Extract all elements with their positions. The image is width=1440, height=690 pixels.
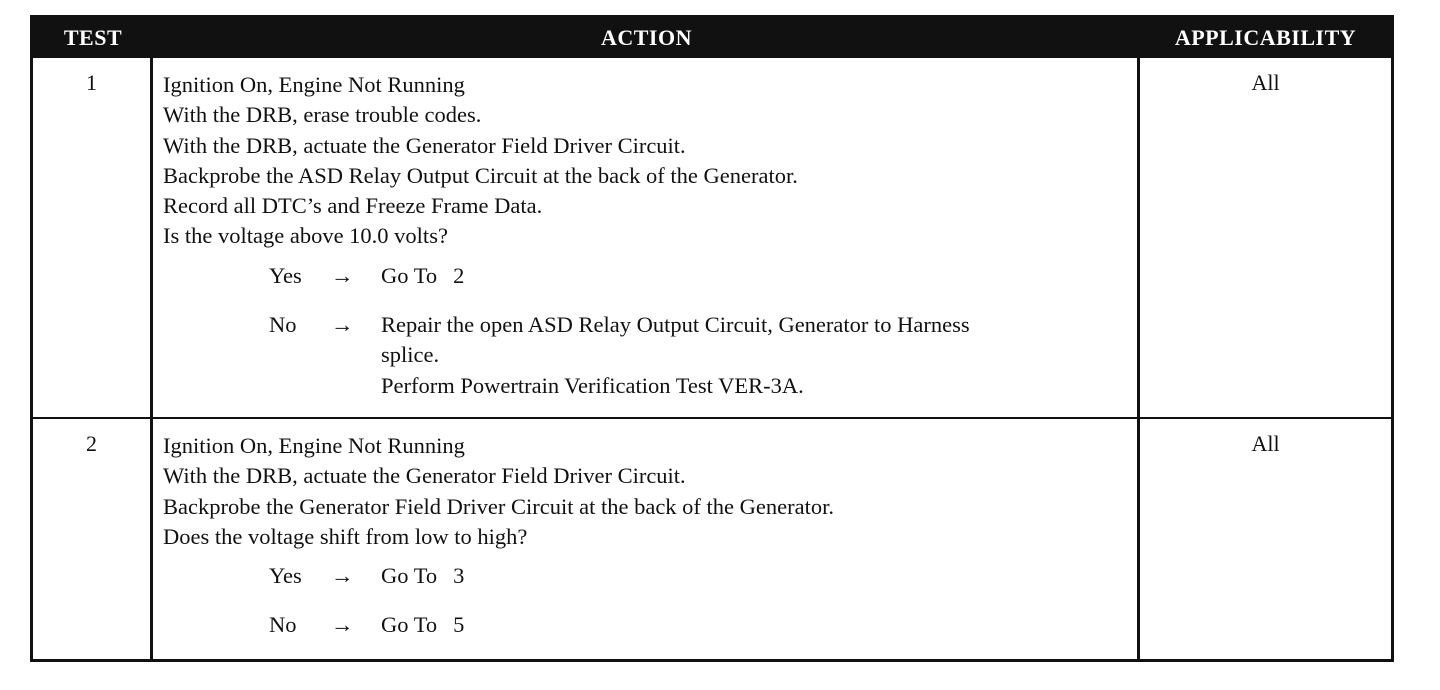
arrow-right-icon: → — [331, 312, 354, 338]
action-step: Ignition On, Engine Not Running — [163, 433, 465, 458]
no-result — [381, 610, 1137, 640]
header-applicability: APPLICABILITY — [1174, 25, 1357, 50]
action-step: With the DRB, erase trouble codes. — [163, 102, 482, 128]
action-step: With the DRB, actuate the Generator Field Driver Circuit. — [163, 132, 686, 158]
action-cell — [153, 419, 1140, 659]
test-number: 1 — [33, 58, 153, 417]
goto-target: 5 — [453, 612, 465, 638]
arrow-right-icon: → — [331, 612, 354, 638]
no-label: No — [269, 312, 297, 338]
diagnostic-test-table — [30, 15, 1394, 662]
goto-label: Go To — [381, 563, 438, 589]
no-result — [381, 310, 1137, 401]
no-label: No — [269, 612, 297, 638]
action-step: With the DRB, actuate the Generator Field Driver Circuit. — [163, 463, 686, 489]
action-step: Backprobe the ASD Relay Output Circuit at the back of the Generator. — [163, 162, 798, 188]
no-result-line: Repair the open ASD Relay Output Circuit, Generator to Harness — [381, 312, 970, 338]
header-test: TEST — [63, 25, 123, 50]
applicability-value: All — [1251, 70, 1280, 95]
no-result-line: splice. — [381, 342, 440, 368]
table-row — [33, 419, 1391, 659]
yes-label: Yes — [269, 563, 302, 589]
yes-choice — [269, 261, 1137, 291]
goto-target: 3 — [453, 563, 465, 589]
action-step: Ignition On, Engine Not Running — [163, 72, 465, 97]
action-step: Record all DTC’s and Freeze Frame Data. — [163, 193, 543, 219]
no-choice — [269, 610, 1137, 640]
test-number: 2 — [33, 419, 153, 659]
action-cell — [153, 58, 1140, 417]
table-header — [33, 18, 1391, 58]
action-step: Does the voltage shift from low to high? — [163, 523, 528, 549]
arrow-right-icon: → — [331, 563, 354, 589]
no-result-line: Perform Powertrain Verification Test VER-3A. — [381, 372, 804, 398]
yes-result — [381, 261, 1137, 291]
applicability-value: All — [1251, 431, 1280, 456]
table-row — [33, 58, 1391, 419]
header-action: ACTION — [600, 25, 692, 50]
action-step: Is the voltage above 10.0 volts? — [163, 223, 448, 249]
choices — [163, 261, 1137, 401]
no-choice — [269, 310, 1137, 401]
goto-label: Go To — [381, 262, 438, 288]
goto-label: Go To — [381, 612, 438, 638]
arrow-right-icon: → — [331, 262, 354, 288]
action-step: Backprobe the Generator Field Driver Circuit at the back of the Generator. — [163, 493, 834, 519]
yes-result — [381, 561, 1137, 591]
goto-target: 2 — [453, 262, 465, 288]
yes-label: Yes — [269, 262, 302, 288]
yes-choice — [269, 561, 1137, 591]
choices — [163, 561, 1137, 641]
